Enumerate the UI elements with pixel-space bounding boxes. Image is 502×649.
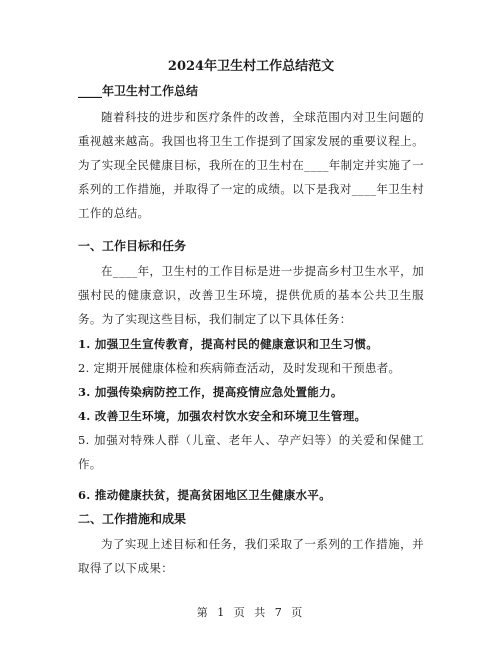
- page-footer: 第 1 页 共 7 页: [196, 606, 306, 619]
- intro-paragraph: 随着科技的进步和医疗条件的改善，全球范围内对卫生问题的重视越来越高。我国也将卫生工作提到了国家发展的重要议程上。为了实现全民健康目标，我所在的卫生村在____年制定并实施了一系列的工作措施，并取得了一定的成绩。以下是我对____年卫生村工作的总结。: [78, 110, 424, 220]
- section2-heading: 二、工作措施和成果: [78, 512, 187, 526]
- task-item-5: 5. 加强对特殊人群（儿童、老年人、孕产妇等）的关爱和保健工作。: [78, 433, 424, 471]
- task-item-6: 6. 推动健康扶贫，提高贫困地区卫生健康水平。: [78, 488, 331, 502]
- section2-paragraph: 为了实现上述目标和任务，我们采取了一系列的工作措施，并取得了以下成果：: [78, 537, 424, 575]
- document-title: 2024年卫生村工作总结范文: [167, 59, 335, 74]
- section1-heading: 一、工作目标和任务: [78, 239, 187, 253]
- task-item-1: 1. 加强卫生宣传教育，提高村民的健康意识和卫生习惯。: [78, 337, 379, 351]
- task-item-4: 4. 改善卫生环境，加强农村饮水安全和环境卫生管理。: [78, 409, 367, 423]
- section1-paragraph: 在____年，卫生村的工作目标是进一步提高乡村卫生水平，加强村民的健康意识，改善卫生环境，提供优质的基本公共卫生服务。为了实现这些目标，我们制定了以下具体任务：: [78, 264, 424, 326]
- document-subtitle: ____年卫生村工作总结: [78, 84, 199, 98]
- task-item-2: 2. 定期开展健康体检和疾病筛查活动，及时发现和干预患者。: [78, 361, 401, 375]
- task-item-3: 3. 加强传染病防控工作，提高疫情应急处置能力。: [78, 385, 343, 399]
